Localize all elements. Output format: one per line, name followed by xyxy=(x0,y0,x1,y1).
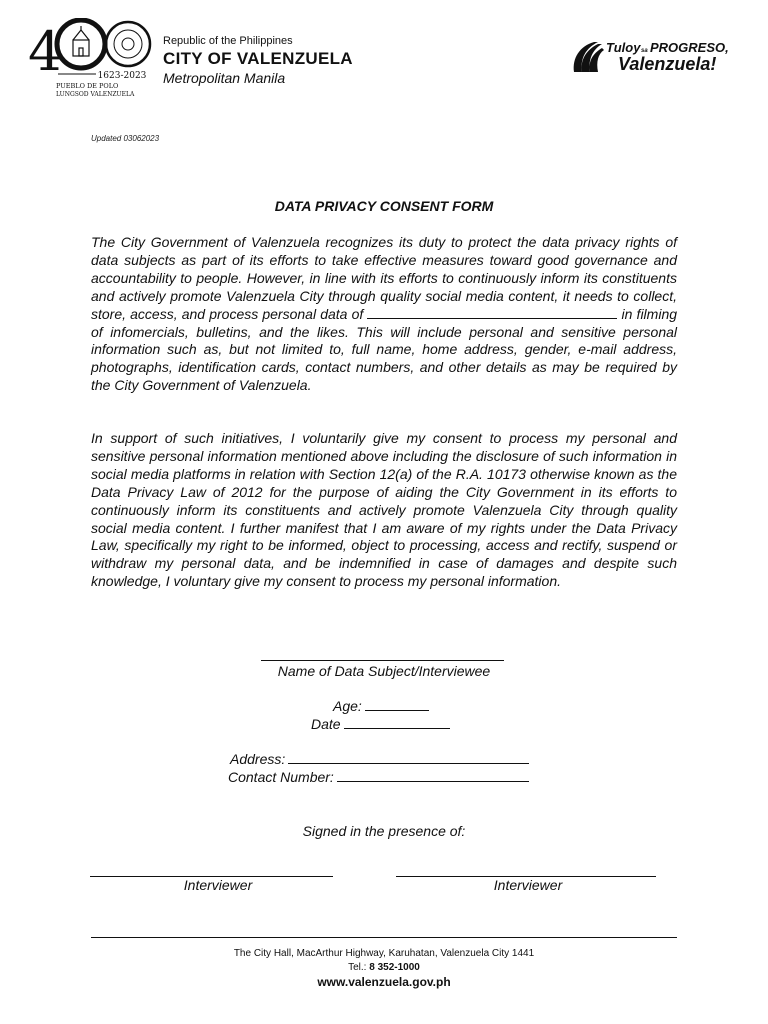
address-blank[interactable] xyxy=(288,751,529,764)
letterhead xyxy=(163,34,353,87)
tuloy-progreso-logo xyxy=(568,36,740,76)
logo-four-glyph: 4 xyxy=(28,20,63,83)
contact-number-blank[interactable] xyxy=(337,769,529,782)
paragraph-1-end: in filming of infomercials, bulletins, and the likes. This will include personal and sensitive personal information such as, but not limited to, full name, home address, gender, e-mail address, photographs, identification cards, contact numbers, and other details as may be required by the City Government of Valenzuela. xyxy=(91,305,678,394)
pueblo-de-polo-text: PUEBLO DE POLO xyxy=(56,82,119,90)
form-title: DATA PRIVACY CONSENT FORM xyxy=(274,198,494,214)
footer-address: The City Hall, MacArthur Highway, Karuhatan, Valenzuela City 1441 xyxy=(233,948,535,959)
age-field xyxy=(333,698,429,714)
data-subject-name-blank[interactable] xyxy=(367,306,617,319)
city-name: CITY OF VALENZUELA xyxy=(163,49,353,68)
paragraph-1-start: The City Government of Valenzuela recognizes its duty to protect the data privacy rights of data subjects as part of its efforts to take effective measures toward good governance and accountability to people. However, in line with its efforts to continuously inform its constituents and actively promote Valenzuela City through quality social media content, it needs to collect, store, access, and process personal data of xyxy=(91,234,677,322)
telephone-number: 8 352-1000 xyxy=(369,962,420,973)
city-seal-icon xyxy=(114,30,142,58)
church-icon xyxy=(73,26,89,56)
footer-divider xyxy=(91,937,677,938)
region-text: Metropolitan Manila xyxy=(163,70,286,86)
interviewer-left-label: Interviewer xyxy=(183,877,253,893)
anniversary-years: 1623-2023 xyxy=(97,71,147,81)
contact-number-label: Contact Number: xyxy=(228,769,334,785)
consent-paragraph-1 xyxy=(91,234,677,395)
age-blank[interactable] xyxy=(365,698,429,711)
consent-paragraph-2: In support of such initiatives, I voluntarily give my consent to process my personal and sensitive personal information mentioned above including the disclosure of such information in social media platforms in relation with Section 12(a) of the R.A. 10173 otherwise known as the Data Privacy Law of 2012 for the purpose of aiding the City Government in its efforts to continuously inform its constituents and actively promote Valenzuela City through quality social media content. I further manifest that I am aware of my rights under the Data Privacy Law, specifically my right to be informed, object to processing, access and rectify, suspend or withdraw my personal data, and be indemnified in case of damages and despite such knowledge, I voluntary give my consent to process my personal information. xyxy=(91,430,677,590)
slogan-tuloy: Tuloy xyxy=(606,40,641,55)
telephone-label: Tel.: xyxy=(348,962,367,973)
slogan-sa: sa xyxy=(641,48,648,54)
signed-in-presence-label: Signed in the presence of: xyxy=(302,823,466,839)
city-400th-anniversary-logo xyxy=(28,18,152,100)
slogan-progreso: PROGRESO, xyxy=(650,40,729,55)
data-subject-label: Name of Data Subject/Interviewee xyxy=(277,663,491,679)
city-seal-ring xyxy=(106,22,150,66)
interviewer-right-label: Interviewer xyxy=(493,877,563,893)
date-field xyxy=(311,716,450,732)
address-label: Address: xyxy=(230,751,286,767)
republic-text: Republic of the Philippines xyxy=(163,35,293,47)
address-field xyxy=(230,751,529,767)
footer-website[interactable]: www.valenzuela.gov.ph xyxy=(317,975,451,989)
age-label: Age: xyxy=(333,698,362,714)
date-label: Date xyxy=(311,716,341,732)
slogan-valenzuela: Valenzuela! xyxy=(618,54,717,74)
lungsod-valenzuela-text: LUNGSOD VALENZUELA xyxy=(56,91,135,98)
updated-note: Updated 03062023 xyxy=(91,134,160,143)
date-blank[interactable] xyxy=(344,716,450,729)
data-subject-signature-line[interactable] xyxy=(261,660,504,661)
speed-stripes-icon xyxy=(574,42,604,72)
footer-telephone xyxy=(0,962,768,973)
contact-number-field xyxy=(228,769,529,785)
